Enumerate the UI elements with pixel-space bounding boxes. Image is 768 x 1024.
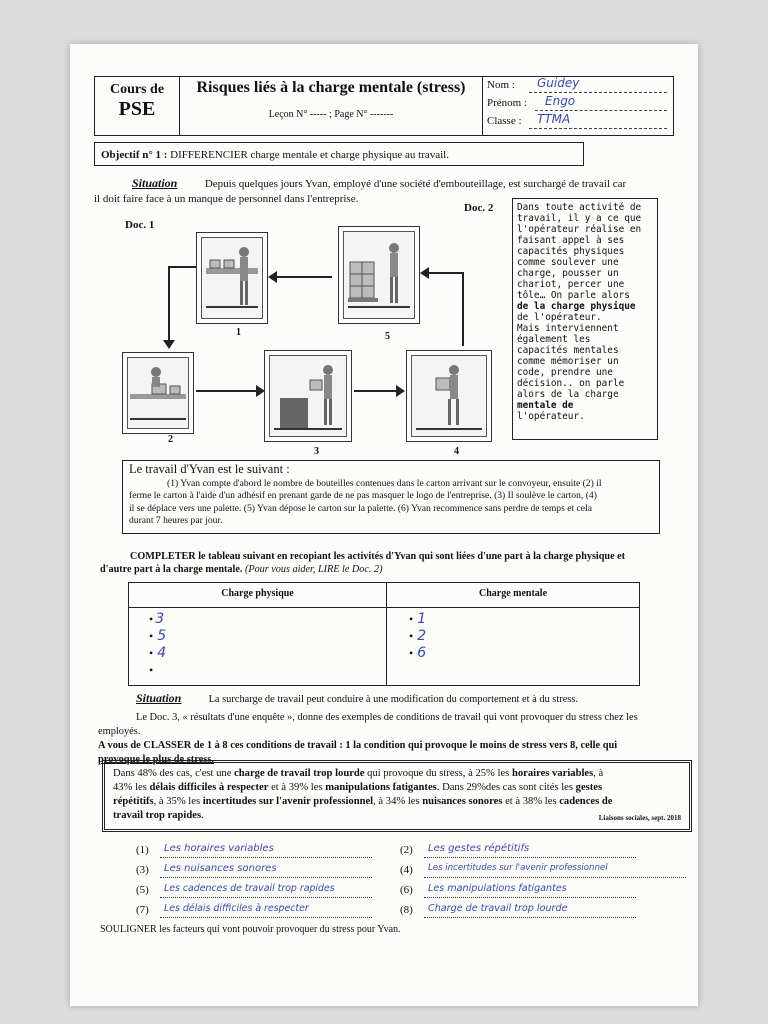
arrow-line-1-left [168, 266, 196, 268]
step-number-2: 2 [168, 434, 173, 445]
situation-1-line2: il doit faire face à un manque de personnel dans l'entreprise. [94, 193, 359, 205]
completer-instruction [100, 550, 690, 576]
objective-text: DIFFERENCIER charge mentale et charge physique au travail. [170, 149, 449, 161]
step-number-5: 5 [385, 331, 390, 342]
situation-2-label: Situation [136, 691, 182, 705]
worker-palette-icon [344, 232, 414, 318]
list-item: • 3 [149, 611, 165, 627]
rank-item-6: (6) Les manipulations fatigantes [400, 884, 640, 896]
doc2-line: travail, il y a ce que [517, 213, 642, 224]
doc2-line: comme soulever une [517, 257, 619, 268]
doc2-line: capacités mentales [517, 345, 619, 356]
travail-line: durant 7 heures par jour. [129, 515, 223, 526]
rank-item-2: (2) Les gestes répétitifs [400, 844, 640, 856]
rank-item-8: (8) Charge de travail trop lourde [400, 904, 640, 916]
doc2-line: comme mémoriser un [517, 356, 619, 367]
prenom-value[interactable]: Engo [545, 94, 576, 108]
list-item: • 1 [409, 611, 427, 627]
rank-answer-7[interactable]: Les délais difficiles à respecter [164, 903, 309, 914]
completer-hint: (Pour vous aider, LIRE le Doc. 2) [242, 564, 383, 575]
doc2-label: Doc. 2 [464, 202, 494, 214]
title-cell [180, 77, 483, 135]
rank-answer-4[interactable]: Les incertitudes sur l'avenir professionnel [428, 863, 608, 873]
doc3-box: Dans 48% des cas, c'est une charge de travail trop lourde qui provoque du stress, à 25% les horaires variables, à 43% les délais difficiles à respecter et à 39% les manipulations fatigantes. Dans 29%des cas sont cités les gestes répétitifs, à 35% les incertitudes sur l'avenir professionnel, à 34% les nuisances sonores et à 38% les cadences de travail trop rapides. Liaisons sociales, sept. 2018 [102, 760, 692, 832]
doc1-image-1 [196, 232, 268, 324]
col-header-mentale: Charge mentale [478, 588, 548, 599]
classer-line1: A vous de CLASSER de 1 à 8 ces conditions de travail : 1 la condition qui provoque le moins de stress vers 8, celle qui [98, 740, 618, 751]
travail-box [122, 460, 660, 534]
step-number-4: 4 [454, 446, 459, 457]
rank-answer-3[interactable]: Les nuisances sonores [164, 863, 277, 874]
list-item: • 4 [149, 645, 167, 661]
doc2-box [512, 198, 658, 440]
mentale-answer-2[interactable]: 2 [417, 628, 427, 644]
mentale-answer-1[interactable]: 1 [417, 611, 427, 627]
physique-answer-3[interactable]: 4 [157, 645, 167, 661]
nom-label: Nom : [487, 79, 515, 91]
doc2-line: Mais interviennent [517, 323, 619, 334]
header-box [94, 76, 674, 136]
mentale-answer-3[interactable]: 6 [417, 645, 427, 661]
travail-title: Le travail d'Yvan est le suivant : [129, 462, 290, 476]
nom-value[interactable]: Guidey [537, 76, 580, 90]
completer-line2: d'autre part à la charge mentale. [100, 564, 243, 575]
col-header-physique: Charge physique [221, 588, 294, 599]
doc3-source: Liaisons sociales, sept. 2018 [598, 814, 681, 822]
classe-label: Classe : [487, 115, 522, 127]
travail-line: ferme le carton à l'aide d'un adhésif en prenant garde de ne pas masquer le logo de l'entreprise. (3) Il soulève le carton, (4) [129, 490, 597, 501]
doc2-line: capacités physiques [517, 246, 625, 257]
objective-label: Objectif n° 1 : [101, 149, 168, 161]
doc3-intro-line1: Le Doc. 3, « résultats d'une enquête », donne des exemples de conditions de travail qui vont provoquer du stress chez les [136, 712, 638, 723]
prenom-label: Prénom : [487, 97, 528, 109]
doc2-line: également les [517, 334, 591, 345]
worker-lifting-icon [270, 356, 346, 436]
doc2-line: chariot, percer une [517, 279, 625, 290]
doc1-image-5 [338, 226, 420, 324]
arrow-line-4-up [462, 272, 464, 346]
doc2-line: Dans toute activité de [517, 202, 642, 213]
arrowhead-left-icon [420, 267, 429, 279]
doc2-line: tôle… On parle alors [517, 290, 630, 301]
doc1-image-2 [122, 352, 194, 434]
rank-answer-1[interactable]: Les horaires variables [164, 843, 274, 854]
rank-item-4: (4) Les incertitudes sur l'avenir professionnel [400, 864, 690, 876]
rank-answer-2[interactable]: Les gestes répétitifs [428, 843, 530, 854]
doc1-label: Doc. 1 [125, 219, 155, 231]
page-title: Risques liés à la charge mentale (stress) [196, 79, 466, 96]
doc1-image-3 [264, 350, 352, 442]
physique-list [149, 611, 166, 679]
rank-item-7: (7) Les délais difficiles à respecter [136, 904, 376, 916]
arrowhead-right-icon [256, 385, 265, 397]
course-cell [95, 77, 180, 135]
physique-answer-2[interactable]: 5 [157, 628, 167, 644]
doc2-line: mentale de [517, 400, 574, 411]
doc2-line: charge, pousser un [517, 268, 619, 279]
doc2-line: faisant appel à ses [517, 235, 625, 246]
worker-taping-icon [128, 358, 188, 428]
doc2-line: l'opérateur. [517, 411, 585, 422]
arrowhead-right-icon [396, 385, 405, 397]
rank-answer-8[interactable]: Charge de travail trop lourde [428, 903, 568, 914]
course-label: Cours de [109, 82, 165, 97]
situation-2-text: La surcharge de travail peut conduire à une modification du comportement et à du stress. [208, 694, 578, 705]
step-number-3: 3 [314, 446, 319, 457]
souligner-instruction: SOULIGNER les facteurs qui vont pouvoir provoquer du stress pour Yvan. [100, 924, 401, 935]
doc3-intro-line2: employés. [98, 726, 141, 737]
doc1-image-4 [406, 350, 492, 442]
physique-answer-1[interactable]: 3 [155, 611, 165, 627]
activities-table [128, 582, 640, 686]
worksheet-page [70, 44, 698, 1006]
situation-2 [98, 691, 688, 767]
arrow-line-1-down [168, 266, 170, 342]
classer-line2: provoque le plus de stress. [98, 754, 214, 765]
doc2-line: alors de la charge [517, 389, 619, 400]
rank-item-5: (5) Les cadences de travail trop rapides [136, 884, 376, 896]
doc2-line: de la charge physique [517, 301, 636, 312]
rank-item-1: (1) Les horaires variables [136, 844, 376, 856]
classe-value[interactable]: TTMA [537, 112, 571, 126]
doc2-line: de l'opérateur. [517, 312, 602, 323]
rank-item-3: (3) Les nuisances sonores [136, 864, 376, 876]
identity-cell [487, 76, 671, 133]
worker-walking-icon [412, 356, 486, 436]
arrow-5-to-1 [274, 276, 332, 278]
doc2-line: l'opérateur réalise en [517, 224, 642, 235]
arrowhead-left-icon [268, 271, 277, 283]
arrowhead-down-icon [163, 340, 175, 349]
rank-answer-6[interactable]: Les manipulations fatigantes [428, 883, 567, 894]
rank-answer-5[interactable]: Les cadences de travail trop rapides [164, 883, 335, 894]
situation-1-label: Situation [132, 176, 178, 190]
doc2-line: code, prendre une [517, 367, 613, 378]
travail-line: (1) Yvan compte d'abord le nombre de bouteilles contenues dans le carton arrivant sur le convoyeur, ensuite (2) il [167, 477, 602, 489]
lesson-line: Leçon N° ----- ; Page N° ------- [268, 109, 394, 120]
travail-line: il se déplace vers une palette. (5) Yvan dépose le carton sur la palette. (6) Yvan recommence sans perdre de temps et cela [129, 502, 592, 514]
worker-counting-icon [202, 238, 262, 318]
doc2-line: décision.. on parle [517, 378, 625, 389]
completer-line1: COMPLETER le tableau suivant en recopiant les activités d'Yvan qui sont liées d'une part à la charge physique et [130, 551, 626, 562]
arrow-3-to-4 [354, 390, 398, 392]
list-item: • 2 [409, 628, 427, 644]
arrow-2-to-3 [196, 390, 256, 392]
list-item: • 6 [409, 645, 427, 661]
situation-1-line1: Depuis quelques jours Yvan, employé d'une société d'embouteillage, est surchargé de travail car [204, 178, 627, 190]
course-pse: PSE [118, 98, 156, 120]
list-item: • [149, 663, 154, 677]
objective-box [94, 142, 584, 166]
list-item: • 5 [149, 628, 167, 644]
step-number-1: 1 [236, 327, 241, 338]
mentale-list [409, 611, 426, 662]
